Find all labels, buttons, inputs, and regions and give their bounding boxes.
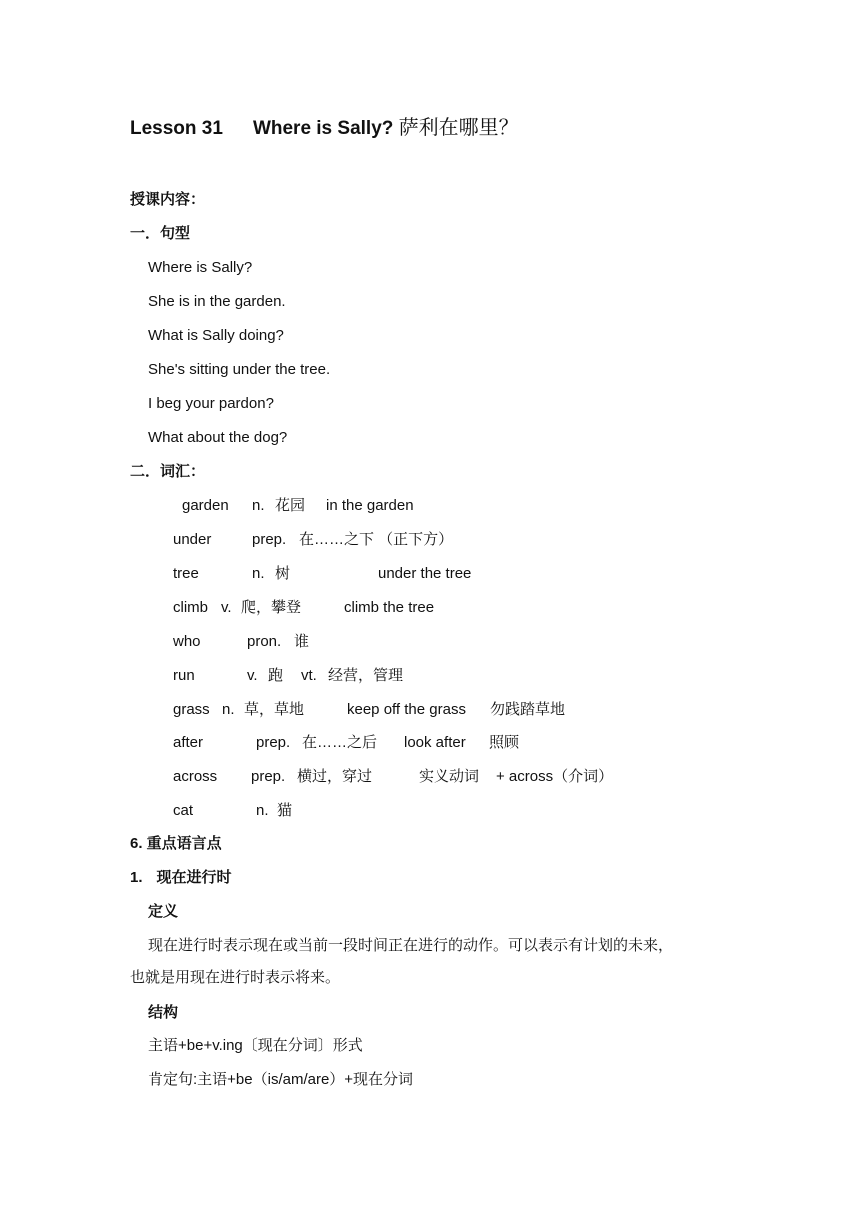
- vocab-pos: n.: [222, 701, 235, 718]
- definition-line-1: 现在进行时表示现在或当前一段时间正在进行的动作。可以表示有计划的未来，: [148, 937, 674, 954]
- vocab-meaning: 爬，攀登: [241, 599, 302, 616]
- vocab-phrase: look after: [404, 734, 466, 751]
- vocab-pos: n.: [256, 802, 269, 819]
- vocab-word: climb: [173, 599, 209, 616]
- lesson-chinese-title: 萨利在哪里？: [398, 117, 519, 139]
- point1-label: 现在进行时: [156, 869, 232, 886]
- sentence: She's sitting under the tree.: [148, 361, 331, 378]
- vocab-meaning: 跑: [268, 667, 284, 684]
- content-heading: 授课内容：: [130, 191, 206, 208]
- vocab-word: after: [173, 734, 204, 751]
- sentence: What about the dog?: [148, 429, 288, 446]
- vocab-meaning: 在……之下 （正下方）: [299, 531, 454, 548]
- vocab-meaning: 谁: [294, 633, 310, 650]
- vocab-word: tree: [173, 565, 199, 582]
- sentence: What is Sally doing?: [148, 327, 284, 344]
- structure-line-1: 主语+be+v.ing〔现在分词〕形式: [148, 1037, 363, 1054]
- vocab-pos: prep.: [256, 734, 291, 751]
- vocab-pos: prep.: [252, 531, 287, 548]
- vocab-pos: v.: [247, 667, 258, 684]
- point1-number: 1.: [130, 869, 143, 886]
- vocab-phrase-meaning: 经营，管理: [328, 667, 404, 684]
- vocab-meaning: 横过，穿过: [297, 768, 373, 785]
- structure-label: 结构: [148, 1004, 179, 1021]
- vocab-phrase: under the tree: [378, 565, 472, 582]
- sentence: She is in the garden.: [148, 293, 286, 310]
- vocab-pos: v.: [221, 599, 232, 616]
- vocab-phrase: keep off the grass: [347, 701, 466, 718]
- vocab-phrase: vt.: [301, 667, 317, 684]
- vocab-word: grass: [173, 701, 210, 718]
- lesson-english-title: Where is Sally?: [252, 118, 394, 139]
- vocab-meaning: 草，草地: [244, 701, 305, 718]
- lesson-title: [130, 115, 519, 142]
- vocab-pos: prep.: [251, 768, 286, 785]
- section2-heading: 二．词汇：: [130, 463, 206, 480]
- definition-label: 定义: [148, 903, 179, 920]
- vocab-word: run: [173, 667, 195, 684]
- vocab-meaning: 在……之后: [302, 734, 378, 751]
- vocab-meaning: 猫: [277, 802, 293, 819]
- vocab-word: who: [173, 633, 201, 650]
- vocab-phrase: climb the tree: [344, 599, 435, 616]
- vocab-word: garden: [182, 497, 229, 514]
- vocab-meaning: 树: [275, 565, 291, 582]
- vocab-meaning: 花园: [275, 497, 306, 514]
- section3-heading: 6. 重点语言点: [130, 835, 222, 852]
- structure-line-2: 肯定句:主语+be（is/am/are）+现在分词: [148, 1071, 414, 1088]
- point1-heading: [130, 868, 232, 888]
- vocab-pos: pron.: [247, 633, 282, 650]
- vocab-phrase-meaning: 勿践踏草地: [490, 701, 566, 718]
- vocab-word: across: [173, 768, 218, 785]
- vocab-phrase-meaning: 照顾: [489, 734, 520, 751]
- vocab-phrase-meaning: + across（介词）: [496, 768, 614, 785]
- vocab-pos: n.: [252, 497, 265, 514]
- section1-heading: 一．句型: [130, 225, 191, 242]
- vocab-phrase: 实义动词: [419, 768, 480, 785]
- sentence: Where is Sally?: [148, 259, 253, 276]
- vocab-word: under: [173, 531, 212, 548]
- vocab-phrase: in the garden: [326, 497, 414, 514]
- vocab-word: cat: [173, 802, 194, 819]
- definition-line-2: 也就是用现在进行时表示将来。: [130, 969, 341, 986]
- vocab-pos: n.: [252, 565, 265, 582]
- sentence: I beg your pardon?: [148, 395, 274, 412]
- lesson-number: Lesson 31: [130, 118, 223, 139]
